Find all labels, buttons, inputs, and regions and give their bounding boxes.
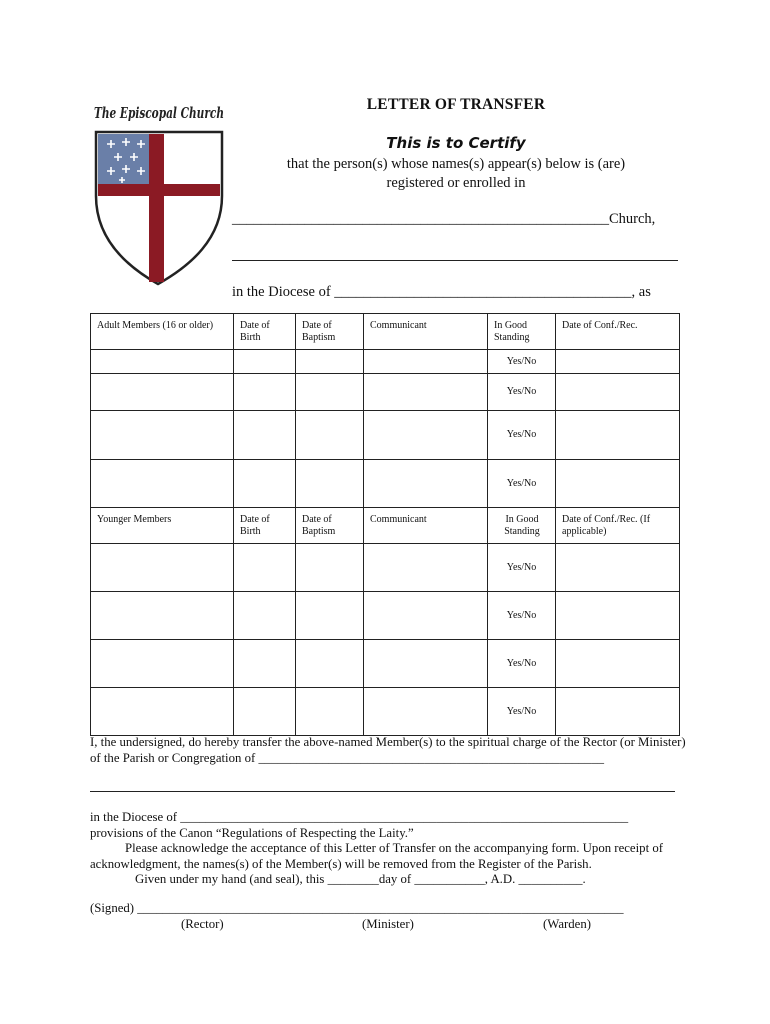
given-text-3: , A.D. [484, 872, 516, 886]
conf-cell[interactable] [556, 592, 680, 640]
transfer-statement [90, 735, 686, 766]
conf-cell[interactable] [556, 688, 680, 736]
good-standing-cell[interactable]: Yes/No [488, 460, 556, 508]
good-standing-header: In Good Standing [488, 508, 556, 544]
baptism-cell[interactable] [296, 460, 364, 508]
dob-cell[interactable] [234, 411, 296, 460]
baptism-cell[interactable] [296, 640, 364, 688]
member-name-cell[interactable] [91, 350, 234, 374]
church-second-line[interactable] [232, 260, 678, 261]
younger-row [91, 544, 680, 592]
conf-header: Date of Conf./Rec. [556, 314, 680, 350]
intro-line-1: that the person(s) whose names(s) appear(s) below is (are) [286, 156, 626, 172]
dob-cell[interactable] [234, 688, 296, 736]
intro-text [232, 155, 680, 193]
transfer-line-1: I, the undersigned, do hereby transfer the above-named Member(s) to the spiritual charge of the Rector (or Minister) [90, 735, 686, 749]
communicant-cell[interactable] [364, 688, 488, 736]
acknowledge-line-2: acknowledgment, the names(s) of the Member(s) will be removed from the Register of the Parish. [90, 856, 592, 871]
parish-prefix: of the Parish or Congregation of [90, 750, 256, 765]
conf-header: Date of Conf./Rec. (If applicable) [556, 508, 680, 544]
church-field[interactable] [232, 211, 655, 228]
baptism-header: Date of Baptism [296, 314, 364, 350]
member-name-cell[interactable] [91, 411, 234, 460]
given-text-2: day of [378, 872, 412, 886]
acknowledge-line-1: Please acknowledge the acceptance of this Letter of Transfer on the accompanying form. Upon receipt of [125, 841, 663, 855]
members-table [90, 313, 680, 736]
conf-cell[interactable] [556, 374, 680, 411]
communicant-cell[interactable] [364, 592, 488, 640]
communicant-cell[interactable] [364, 374, 488, 411]
transfer-diocese [90, 810, 680, 888]
page-title: LETTER OF TRANSFER [366, 96, 546, 113]
baptism-cell[interactable] [296, 688, 364, 736]
baptism-cell[interactable] [296, 374, 364, 411]
good-standing-cell[interactable]: Yes/No [488, 640, 556, 688]
parish-second-line[interactable] [90, 791, 675, 792]
communicant-header: Communicant [364, 314, 488, 350]
parish-blank[interactable]: ______________________________________________________ [258, 750, 604, 765]
adult-header-row [91, 314, 680, 350]
transfer-diocese-blank[interactable]: ______________________________________________________________________ [180, 810, 629, 824]
given-line [90, 872, 680, 888]
conf-cell[interactable] [556, 350, 680, 374]
member-name-cell[interactable] [91, 688, 234, 736]
younger-row [91, 592, 680, 640]
adult-row [91, 411, 680, 460]
good-standing-header: In Good Standing [488, 314, 556, 350]
church-blank[interactable]: ____________________________________________________ [232, 211, 609, 227]
diocese-blank[interactable]: _________________________________________ [334, 284, 632, 300]
rector-label: (Rector) [181, 917, 224, 931]
given-end: . [582, 872, 586, 886]
adult-row [91, 350, 680, 374]
communicant-cell[interactable] [364, 544, 488, 592]
younger-header-row [91, 508, 680, 544]
adult-row [91, 460, 680, 508]
diocese-suffix: , as [631, 284, 651, 300]
baptism-header: Date of Baptism [296, 508, 364, 544]
good-standing-cell[interactable]: Yes/No [488, 592, 556, 640]
dob-header: Date of Birth [234, 314, 296, 350]
conf-cell[interactable] [556, 640, 680, 688]
given-month-blank[interactable]: ___________ [414, 872, 485, 886]
baptism-cell[interactable] [296, 592, 364, 640]
baptism-cell[interactable] [296, 544, 364, 592]
good-standing-cell[interactable]: Yes/No [488, 688, 556, 736]
conf-cell[interactable] [556, 411, 680, 460]
given-text-1: Given under my hand (and seal), this [135, 872, 325, 886]
member-name-cell[interactable] [91, 592, 234, 640]
warden-label: (Warden) [543, 917, 591, 931]
dob-cell[interactable] [234, 544, 296, 592]
dob-cell[interactable] [234, 460, 296, 508]
dob-header: Date of Birth [234, 508, 296, 544]
diocese-prefix: in the Diocese of [232, 284, 331, 300]
given-year-blank[interactable]: __________ [518, 872, 583, 886]
younger-members-header: Younger Members [91, 508, 234, 544]
logo-wordmark: The Episcopal Church [94, 105, 224, 122]
good-standing-cell[interactable]: Yes/No [488, 350, 556, 374]
transfer-diocese-line [90, 810, 680, 826]
member-name-cell[interactable] [91, 374, 234, 411]
given-day-blank[interactable]: ________ [327, 872, 379, 886]
communicant-cell[interactable] [364, 411, 488, 460]
younger-row [91, 688, 680, 736]
signature-blank[interactable]: ____________________________________________________________________________ [137, 901, 624, 915]
church-label: Church, [609, 211, 656, 227]
dob-cell[interactable] [234, 640, 296, 688]
communicant-cell[interactable] [364, 350, 488, 374]
good-standing-cell[interactable]: Yes/No [488, 544, 556, 592]
signature-line [90, 901, 680, 917]
transfer-line-2 [90, 751, 680, 767]
member-name-cell[interactable] [91, 544, 234, 592]
adult-members-header: Adult Members (16 or older) [91, 314, 234, 350]
certify-heading: This is to Certify [386, 134, 526, 152]
good-standing-cell[interactable]: Yes/No [488, 374, 556, 411]
transfer-diocese-prefix: in the Diocese of [90, 810, 178, 824]
communicant-header: Communicant [364, 508, 488, 544]
dob-cell[interactable] [234, 374, 296, 411]
minister-label: (Minister) [362, 917, 414, 931]
provisions-text: provisions of the Canon “Regulations of Respecting the Laity.” [90, 825, 414, 840]
conf-cell[interactable] [556, 460, 680, 508]
cross-horizontal [98, 184, 220, 196]
member-name-cell[interactable] [91, 460, 234, 508]
intro-line-2: registered or enrolled in [386, 175, 526, 191]
adult-row [91, 374, 680, 411]
conf-cell[interactable] [556, 544, 680, 592]
baptism-cell[interactable] [296, 411, 364, 460]
cross-vertical [149, 134, 164, 282]
dob-cell[interactable] [234, 592, 296, 640]
episcopal-church-logo [92, 94, 228, 290]
member-name-cell[interactable] [91, 640, 234, 688]
diocese-field[interactable] [232, 284, 651, 301]
communicant-cell[interactable] [364, 460, 488, 508]
communicant-cell[interactable] [364, 640, 488, 688]
baptism-cell[interactable] [296, 350, 364, 374]
signed-prefix: (Signed) [90, 901, 135, 915]
younger-row [91, 640, 680, 688]
dob-cell[interactable] [234, 350, 296, 374]
good-standing-cell[interactable]: Yes/No [488, 411, 556, 460]
